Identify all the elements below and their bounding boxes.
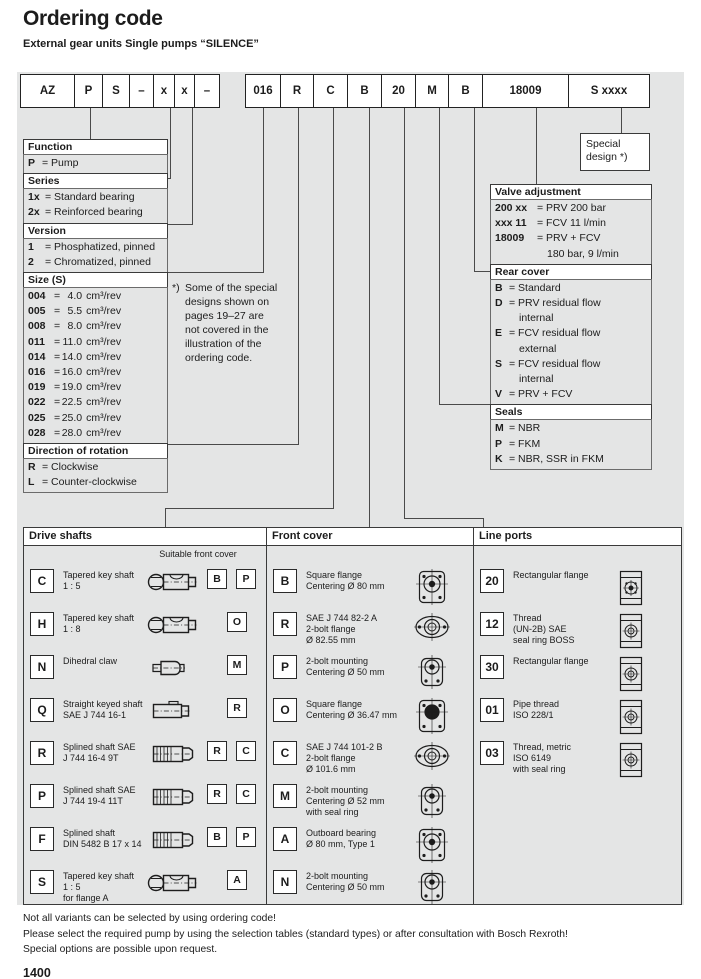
drive-shaft-desc: Tapered key shaft 1 : 5 for flange A <box>63 871 135 903</box>
line-port-code: 20 <box>480 569 504 593</box>
size-legend-header: Size (S) <box>23 272 168 288</box>
direction-legend-items <box>23 458 168 493</box>
two-bolt-mounting-icon <box>402 870 462 904</box>
connector-line <box>474 271 491 272</box>
legend-item: L = Counter-clockwise <box>28 476 137 489</box>
footnote-line: Not all variants can be selected by using ordering code! <box>23 913 276 924</box>
legend-item-continuation: internal <box>519 312 554 325</box>
code-cell: – <box>129 74 155 108</box>
legend-item: 019 = 19.0 cm³/rev <box>28 381 122 394</box>
tapered-key-shaft-icon <box>145 870 207 901</box>
legend-item-continuation: 180 bar, 9 l/min <box>547 247 619 260</box>
legend-item: 022 = 22.5 cm³/rev <box>28 396 122 409</box>
straight-keyed-shaft-icon <box>145 698 207 729</box>
connector-line <box>165 508 166 528</box>
connector-line <box>263 105 264 272</box>
drive-shaft-row <box>24 827 266 870</box>
line-port-row <box>474 569 681 612</box>
size-legend-items <box>23 287 168 444</box>
front-cover-code: P <box>273 655 297 679</box>
connector-line <box>167 272 264 273</box>
splined-shaft-icon <box>145 741 207 772</box>
legend-item: 2x = Reinforced bearing <box>28 206 143 219</box>
front-cover-code: O <box>273 698 297 722</box>
connector-line <box>192 105 193 224</box>
left-legend-stack <box>23 140 168 493</box>
rectangular-flange-port-icon <box>607 569 655 607</box>
line-port-row <box>474 655 681 698</box>
special-design-note <box>172 281 284 365</box>
note-line: not covered in the <box>185 324 269 336</box>
line-port-row <box>474 612 681 655</box>
drive-shaft-code: R <box>30 741 54 765</box>
code-row-group-1 <box>20 74 220 108</box>
page-number: 1400 <box>23 966 51 979</box>
line-port-desc: Rectangular flange <box>513 656 589 666</box>
legend-item: 2 = Chromatized, pinned <box>28 255 151 268</box>
suitable-covers <box>207 784 267 804</box>
drive-shaft-code: S <box>30 870 54 894</box>
front-cover-row <box>267 827 473 870</box>
connector-line <box>90 105 91 141</box>
suitable-covers <box>207 569 267 589</box>
legend-item: 18009 = PRV + FCV <box>495 232 601 245</box>
drive-shafts-section <box>23 527 267 905</box>
legend-item: 028 = 28.0 cm³/rev <box>28 426 122 439</box>
line-port-desc: Thread, metric ISO 6149 with seal ring <box>513 742 572 774</box>
code-cell: M <box>415 74 450 108</box>
front-cover-row <box>267 870 473 913</box>
line-port-row <box>474 698 681 741</box>
legend-item: E = FCV residual flow <box>495 327 601 340</box>
drive-shafts-header: Drive shafts <box>24 528 266 546</box>
line-ports-rows <box>474 569 681 784</box>
drive-shaft-code: H <box>30 612 54 636</box>
suitable-covers <box>207 741 267 761</box>
square-flange-icon <box>402 569 462 605</box>
drive-shaft-code: Q <box>30 698 54 722</box>
drive-shaft-desc: Splined shaft SAE J 744 16-4 9T <box>63 742 136 763</box>
line-ports-section <box>473 527 682 905</box>
legend-item: 014 = 14.0 cm³/rev <box>28 350 122 363</box>
drive-shaft-row <box>24 698 266 741</box>
seals-items <box>490 419 652 470</box>
front-cover-rows <box>267 569 473 913</box>
dihedral-claw-icon <box>145 655 207 686</box>
cover-ref: C <box>236 741 256 761</box>
code-cell: 016 <box>245 74 281 108</box>
connector-line <box>369 105 370 528</box>
thread-port-icon <box>607 612 655 650</box>
suitable-covers <box>207 698 267 718</box>
connector-line <box>439 105 440 404</box>
connector-line <box>404 518 484 519</box>
front-cover-row <box>267 655 473 698</box>
drive-shaft-desc: Straight keyed shaft SAE J 744 16-1 <box>63 699 143 720</box>
front-cover-header: Front cover <box>267 528 473 546</box>
drive-shaft-row <box>24 784 266 827</box>
thread-port-icon <box>607 655 655 693</box>
connector-line <box>333 105 334 508</box>
tapered-key-shaft-icon <box>145 612 207 643</box>
connector-line <box>536 105 537 186</box>
note-line: ordering code. <box>185 352 253 364</box>
drive-shaft-code: P <box>30 784 54 808</box>
valve-adjustment-items <box>490 199 652 265</box>
code-cell: 18009 <box>482 74 570 108</box>
legend-item-continuation: internal <box>519 373 554 386</box>
front-cover-code: N <box>273 870 297 894</box>
note-line: illustration of the <box>185 338 262 350</box>
drive-shaft-desc: Splined shaft SAE J 744 19-4 11T <box>63 785 136 806</box>
legend-item: R = Clockwise <box>28 461 99 474</box>
code-cell: P <box>74 74 104 108</box>
code-cell: R <box>280 74 315 108</box>
drive-shaft-desc: Dihedral claw <box>63 656 118 666</box>
legend-item: 1 = Phosphatized, pinned <box>28 240 156 253</box>
front-cover-row <box>267 698 473 741</box>
seals-header: Seals <box>490 404 652 420</box>
cover-ref: P <box>236 827 256 847</box>
note-line: Some of the special <box>185 282 278 294</box>
front-cover-desc: SAE J 744 101-2 B 2-bolt flange Ø 101.6 mm <box>306 742 383 774</box>
line-port-code: 30 <box>480 655 504 679</box>
front-cover-desc: Square flange Centering Ø 36.47 mm <box>306 699 398 720</box>
front-cover-row <box>267 784 473 827</box>
drive-shafts-rows <box>24 569 266 913</box>
drive-shaft-code: N <box>30 655 54 679</box>
legend-item: P = FKM <box>495 437 541 450</box>
line-port-code: 03 <box>480 741 504 765</box>
cover-ref: O <box>227 612 247 632</box>
front-cover-section <box>266 527 474 905</box>
two-bolt-mounting-icon <box>402 784 462 818</box>
footnote-line: Please select the required pump by using the selection tables (standard types) or after consultation with Bosch Rexroth! <box>23 929 568 940</box>
thread-port-icon <box>607 741 655 779</box>
code-cell: C <box>313 74 348 108</box>
legend-item: 011 = 11.0 cm³/rev <box>28 335 122 348</box>
legend-item: B = Standard <box>495 281 561 294</box>
legend-item: V = PRV + FCV <box>495 388 573 401</box>
note-line: pages 19–27 are <box>185 310 264 322</box>
front-cover-code: B <box>273 569 297 593</box>
page-title: Ordering code <box>23 7 163 30</box>
code-cell: x <box>153 74 175 108</box>
legend-item: 008 = 8.0 cm³/rev <box>28 320 122 333</box>
legend-item: 004 = 4.0 cm³/rev <box>28 290 122 303</box>
connector-line <box>170 105 171 178</box>
two-bolt-flange-icon <box>402 741 462 771</box>
rear-cover-items <box>490 279 652 406</box>
tapered-key-shaft-icon <box>145 569 207 600</box>
rear-cover-header: Rear cover <box>490 264 652 280</box>
special-design-line: Special <box>586 138 621 150</box>
code-cell: S <box>102 74 130 108</box>
front-cover-desc: 2-bolt mounting Centering Ø 52 mm with seal ring <box>306 785 385 817</box>
legend-item: M = NBR <box>495 422 541 435</box>
drive-shaft-row <box>24 741 266 784</box>
legend-item: 016 = 16.0 cm³/rev <box>28 366 122 379</box>
code-cell: S xxxx <box>568 74 650 108</box>
front-cover-row <box>267 741 473 784</box>
suitable-covers <box>207 655 267 675</box>
line-port-code: 01 <box>480 698 504 722</box>
cover-ref: R <box>207 784 227 804</box>
function-legend-header: Function <box>23 139 168 155</box>
line-port-desc: Pipe thread ISO 228/1 <box>513 699 560 720</box>
legend-item: 200 xx = PRV 200 bar <box>495 202 606 214</box>
code-cell: 20 <box>381 74 416 108</box>
code-cell: AZ <box>20 74 75 108</box>
cover-ref: R <box>207 741 227 761</box>
outboard-bearing-icon <box>402 827 462 863</box>
splined-shaft-icon <box>145 784 207 815</box>
line-ports-header: Line ports <box>474 528 681 546</box>
connector-line <box>167 224 193 225</box>
cover-ref: R <box>227 698 247 718</box>
code-row-group-2 <box>245 74 650 108</box>
suitable-front-cover-label: Suitable front cover <box>159 549 237 559</box>
front-cover-row <box>267 569 473 612</box>
line-port-code: 12 <box>480 612 504 636</box>
drive-shaft-row <box>24 612 266 655</box>
special-design-line: design *) <box>586 151 628 163</box>
suitable-covers <box>207 827 267 847</box>
drive-shaft-row <box>24 569 266 612</box>
cover-ref: B <box>207 827 227 847</box>
code-cell: – <box>194 74 220 108</box>
splined-shaft-icon <box>145 827 207 858</box>
front-cover-row <box>267 612 473 655</box>
front-cover-code: C <box>273 741 297 765</box>
function-legend-items <box>23 154 168 174</box>
drive-shaft-desc: Splined shaft DIN 5482 B 17 x 14 <box>63 828 142 849</box>
connector-line <box>167 444 299 445</box>
thread-port-icon <box>607 698 655 736</box>
footnote-marker: *) <box>172 282 180 294</box>
legend-item: P = Pump <box>28 157 79 169</box>
drive-shaft-code: F <box>30 827 54 851</box>
front-cover-code: M <box>273 784 297 808</box>
series-legend-items <box>23 188 168 223</box>
connector-line <box>404 105 405 518</box>
legend-item: 005 = 5.5 cm³/rev <box>28 305 122 318</box>
suitable-covers <box>207 870 267 890</box>
legend-item-continuation: external <box>519 342 557 355</box>
connector-line <box>439 404 491 405</box>
right-legend-stack <box>490 185 652 470</box>
line-port-row <box>474 741 681 784</box>
drive-shaft-code: C <box>30 569 54 593</box>
code-cell: B <box>448 74 483 108</box>
connector-line <box>298 105 299 444</box>
direction-legend-header: Direction of rotation <box>23 443 168 459</box>
legend-item: K = NBR, SSR in FKM <box>495 452 604 465</box>
drive-shaft-desc: Tapered key shaft 1 : 8 <box>63 613 135 634</box>
legend-item: 025 = 25.0 cm³/rev <box>28 411 122 424</box>
cover-ref: B <box>207 569 227 589</box>
footnote-line: Special options are possible upon request. <box>23 944 218 955</box>
version-legend-header: Version <box>23 223 168 239</box>
connector-line <box>474 105 475 271</box>
front-cover-code: A <box>273 827 297 851</box>
front-cover-desc: 2-bolt mounting Centering Ø 50 mm <box>306 871 385 892</box>
legend-item: D = PRV residual flow <box>495 297 601 310</box>
front-cover-desc: Square flange Centering Ø 80 mm <box>306 570 385 591</box>
code-cell: x <box>174 74 196 108</box>
front-cover-desc: 2-bolt mounting Centering Ø 50 mm <box>306 656 385 677</box>
page-subtitle: External gear units Single pumps “SILENCE” <box>23 38 259 50</box>
square-flange-icon <box>402 698 462 734</box>
drive-shaft-desc: Tapered key shaft 1 : 5 <box>63 570 135 591</box>
cover-ref: M <box>227 655 247 675</box>
legend-item: 1x = Standard bearing <box>28 191 135 204</box>
drive-shaft-row <box>24 870 266 913</box>
suitable-covers <box>207 612 267 632</box>
front-cover-desc: Outboard bearing Ø 80 mm, Type 1 <box>306 828 377 849</box>
cover-ref: C <box>236 784 256 804</box>
code-cell: B <box>347 74 383 108</box>
cover-ref: P <box>236 569 256 589</box>
note-line: designs shown on <box>185 296 270 308</box>
line-port-desc: Rectangular flange <box>513 570 589 580</box>
version-legend-items <box>23 238 168 273</box>
two-bolt-mounting-icon <box>402 655 462 689</box>
line-port-desc: Thread (UN-2B) SAE seal ring BOSS <box>513 613 575 645</box>
legend-item: S = FCV residual flow <box>495 357 601 370</box>
legend-item: xxx 11 = FCV 11 l/min <box>495 217 606 230</box>
valve-adjustment-header: Valve adjustment <box>490 184 652 200</box>
drive-shaft-row <box>24 655 266 698</box>
cover-ref: A <box>227 870 247 890</box>
series-legend-header: Series <box>23 173 168 189</box>
front-cover-desc: SAE J 744 82-2 A 2-bolt flange Ø 82.55 mm <box>306 613 378 645</box>
special-design-box <box>580 133 650 171</box>
two-bolt-flange-icon <box>402 612 462 642</box>
front-cover-code: R <box>273 612 297 636</box>
connector-line <box>165 508 334 509</box>
connector-line <box>621 105 622 134</box>
